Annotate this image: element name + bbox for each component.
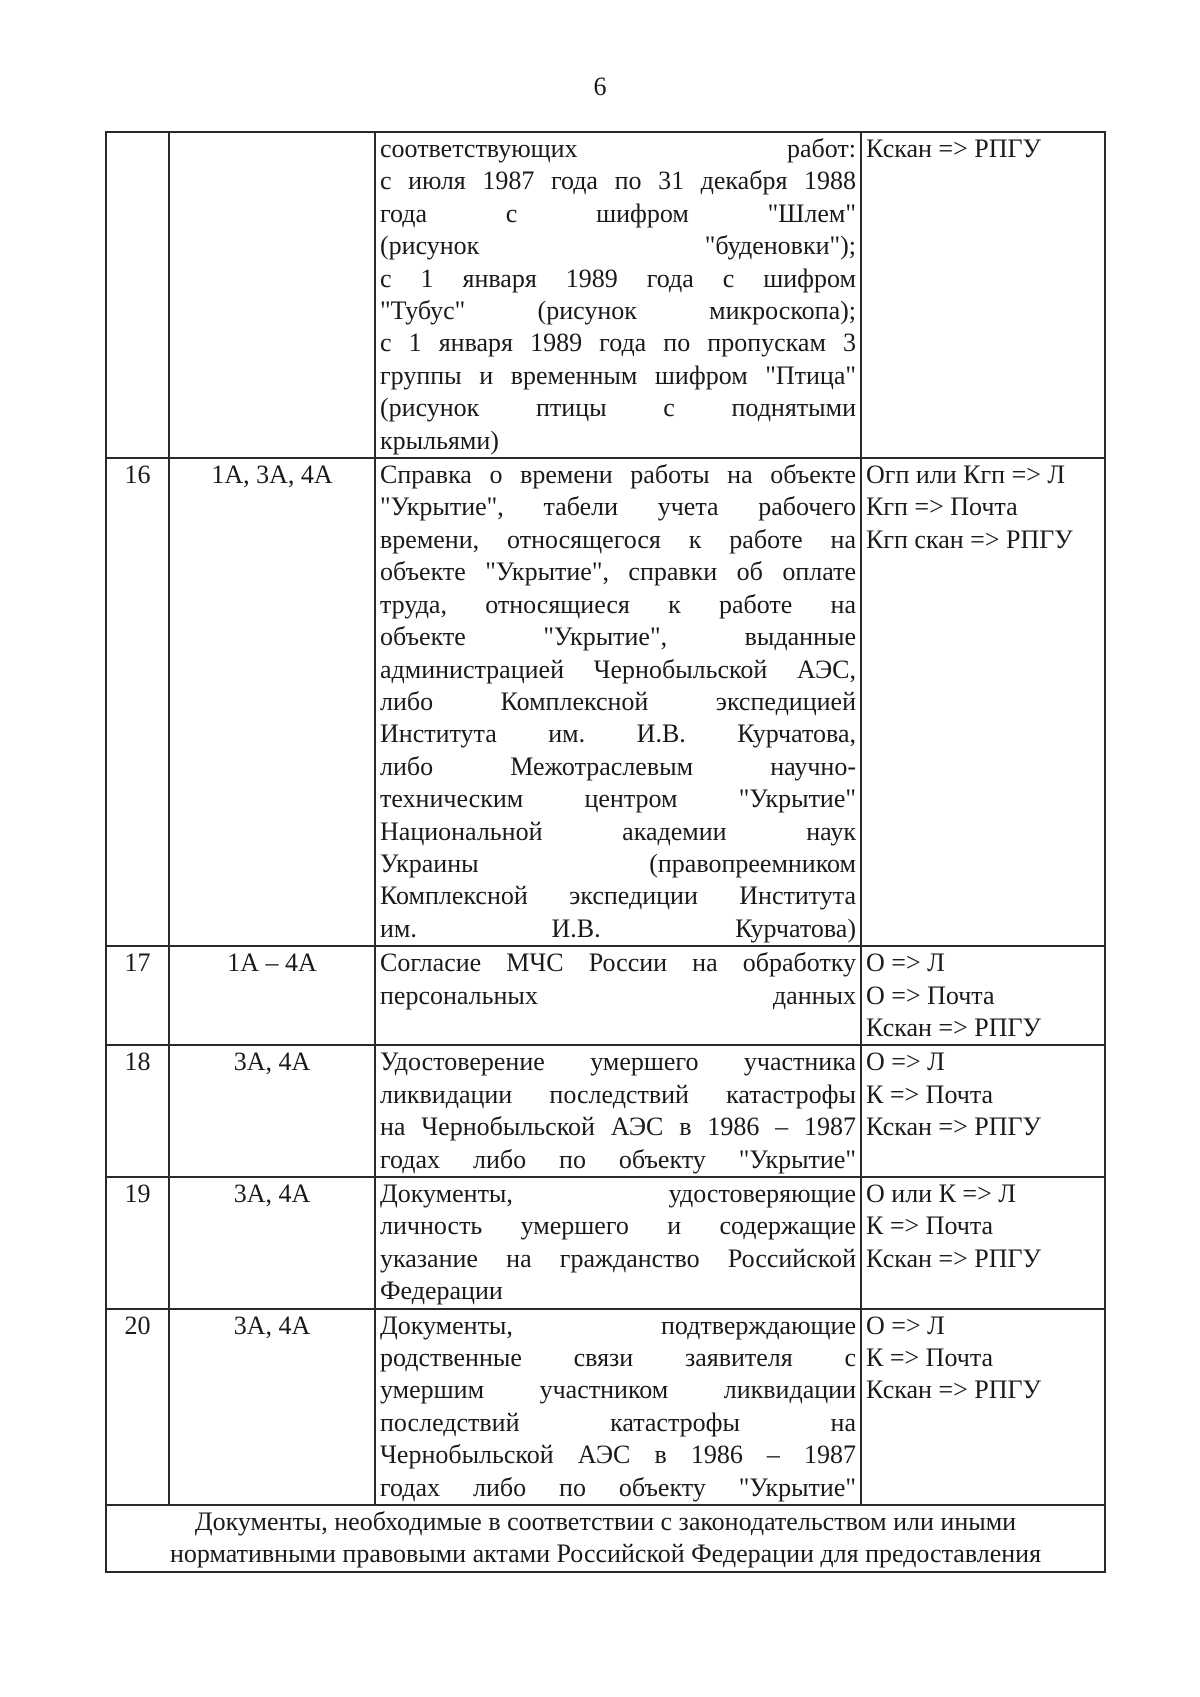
document-line: техническим центром "Укрытие" <box>380 784 856 814</box>
document-line: Чернобыльской АЭС в 1986 – 1987 <box>380 1440 856 1470</box>
documents-table <box>105 131 1106 1573</box>
document-line: им. И.В. Курчатова) <box>380 913 856 943</box>
document-line: с 1 января 1989 года с шифром <box>380 263 856 293</box>
submission-method-line: К => Почта <box>866 1343 994 1373</box>
row-number-cell: 19 <box>106 1177 169 1309</box>
document-line: либо Комплексной экспедицией <box>380 686 856 716</box>
submission-method-line: О => Почта <box>866 980 995 1010</box>
submission-method-line: К => Почта <box>866 1079 994 1109</box>
document-line: "Тубус" (рисунок микроскопа); <box>380 296 856 326</box>
document-line: с июля 1987 года по 31 декабря 1988 <box>380 166 856 196</box>
submission-method-line: Кскан => РПГУ <box>866 1012 1041 1042</box>
document-line: умершим участником ликвидации <box>380 1375 856 1405</box>
document-line: на Чернобыльской АЭС в 1986 – 1987 <box>380 1112 856 1142</box>
row-number-cell: 16 <box>106 458 169 946</box>
category-cell: 3А, 4А <box>169 1309 375 1505</box>
document-line: Справка о времени работы на объекте <box>380 460 856 490</box>
document-line: Документы, удостоверяющие <box>380 1179 856 1208</box>
document-line: годах либо по объекту "Укрытие" <box>380 1472 856 1502</box>
document-line: последствий катастрофы на <box>380 1407 856 1437</box>
document-line: соответствующих работ: <box>380 134 856 163</box>
document-line: (рисунок "буденовки"); <box>380 231 856 261</box>
submission-method-line: О => Л <box>866 1047 945 1077</box>
category-cell: 3А, 4А <box>169 1177 375 1309</box>
documents-table-body <box>106 132 1105 1572</box>
document-cell <box>375 946 861 1045</box>
row-number-cell: 17 <box>106 946 169 1045</box>
document-line: Национальной академии наук <box>380 816 856 846</box>
document-line: труда, относящиеся к работе на <box>380 589 856 619</box>
category-cell: 1А – 4А <box>169 946 375 1045</box>
category-cell <box>169 132 375 458</box>
row-number-cell: 20 <box>106 1309 169 1505</box>
row-number-cell: 18 <box>106 1045 169 1177</box>
submission-method-line: Кгп => Почта <box>866 492 1018 522</box>
document-line: Украины (правопреемником <box>380 848 856 878</box>
document-line: Комплексной экспедиции Института <box>380 881 856 911</box>
document-line: Документы, подтверждающие <box>380 1310 856 1340</box>
submission-method-line: Кскан => РПГУ <box>866 1112 1041 1142</box>
document-line: Согласие МЧС России на обработку <box>380 948 856 978</box>
submission-method-line: Кскан => РПГУ <box>866 134 1041 163</box>
table-row <box>106 132 1105 458</box>
document-cell <box>375 458 861 946</box>
document-line: Института им. И.В. Курчатова, <box>380 719 856 749</box>
document-cell <box>375 1045 861 1177</box>
submission-method-cell <box>861 458 1105 946</box>
table-row <box>106 1177 1105 1309</box>
submission-method-cell <box>861 1177 1105 1309</box>
document-line: с 1 января 1989 года по пропускам 3 <box>380 328 856 358</box>
footer-line: нормативными правовыми актами Российской Федерации для предоставления <box>169 1539 1042 1569</box>
document-cell <box>375 1309 861 1505</box>
document-line: объекте "Укрытие", выданные <box>380 622 856 652</box>
document-line: указание на гражданство Российской <box>380 1243 856 1273</box>
submission-method-line: Кскан => РПГУ <box>866 1375 1041 1405</box>
document-cell <box>375 132 861 458</box>
document-line: времени, относящегося к работе на <box>380 524 856 554</box>
table-row <box>106 1309 1105 1505</box>
submission-method-line: Кгп скан => РПГУ <box>866 524 1073 554</box>
page-number: 6 <box>593 72 607 101</box>
document-line: ликвидации последствий катастрофы <box>380 1079 856 1109</box>
category-cell: 1А, 3А, 4А <box>169 458 375 946</box>
document-line: персональных данных <box>380 980 856 1010</box>
document-line: личность умершего и содержащие <box>380 1211 856 1241</box>
document-cell <box>375 1177 861 1309</box>
document-line: группы и временным шифром "Птица" <box>380 360 856 390</box>
document-line: (рисунок птицы с поднятыми <box>380 393 856 423</box>
submission-method-cell <box>861 946 1105 1045</box>
submission-method-line: Огп или Кгп => Л <box>866 460 1066 490</box>
document-line: "Укрытие", табели учета рабочего <box>380 492 856 522</box>
row-number-cell <box>106 132 169 458</box>
document-line: Федерации <box>380 1276 503 1306</box>
table-row <box>106 458 1105 946</box>
document-line: Удостоверение умершего участника <box>380 1047 856 1077</box>
submission-method-line: О или К => Л <box>866 1179 1016 1208</box>
document-line: годах либо по объекту "Укрытие" <box>380 1144 856 1174</box>
document-line: либо Межотраслевым научно- <box>380 751 856 781</box>
submission-method-line: О => Л <box>866 1310 945 1340</box>
document-line: родственные связи заявителя с <box>380 1343 856 1373</box>
document-line: года с шифром "Шлем" <box>380 198 856 228</box>
submission-method-cell <box>861 1309 1105 1505</box>
document-line: крыльями) <box>380 425 499 455</box>
submission-method-line: Кскан => РПГУ <box>866 1243 1041 1273</box>
table-footer-cell <box>106 1505 1105 1572</box>
table-row <box>106 1045 1105 1177</box>
submission-method-line: О => Л <box>866 948 945 978</box>
submission-method-cell <box>861 132 1105 458</box>
table-row <box>106 946 1105 1045</box>
category-cell: 3А, 4А <box>169 1045 375 1177</box>
document-line: объекте "Укрытие", справки об оплате <box>380 557 856 587</box>
footer-line: Документы, необходимые в соответствии с законодательством или иными <box>194 1507 1017 1537</box>
document-line: администрацией Чернобыльской АЭС, <box>380 654 856 684</box>
table-footer-row <box>106 1505 1105 1572</box>
submission-method-cell <box>861 1045 1105 1177</box>
submission-method-line: К => Почта <box>866 1211 994 1241</box>
